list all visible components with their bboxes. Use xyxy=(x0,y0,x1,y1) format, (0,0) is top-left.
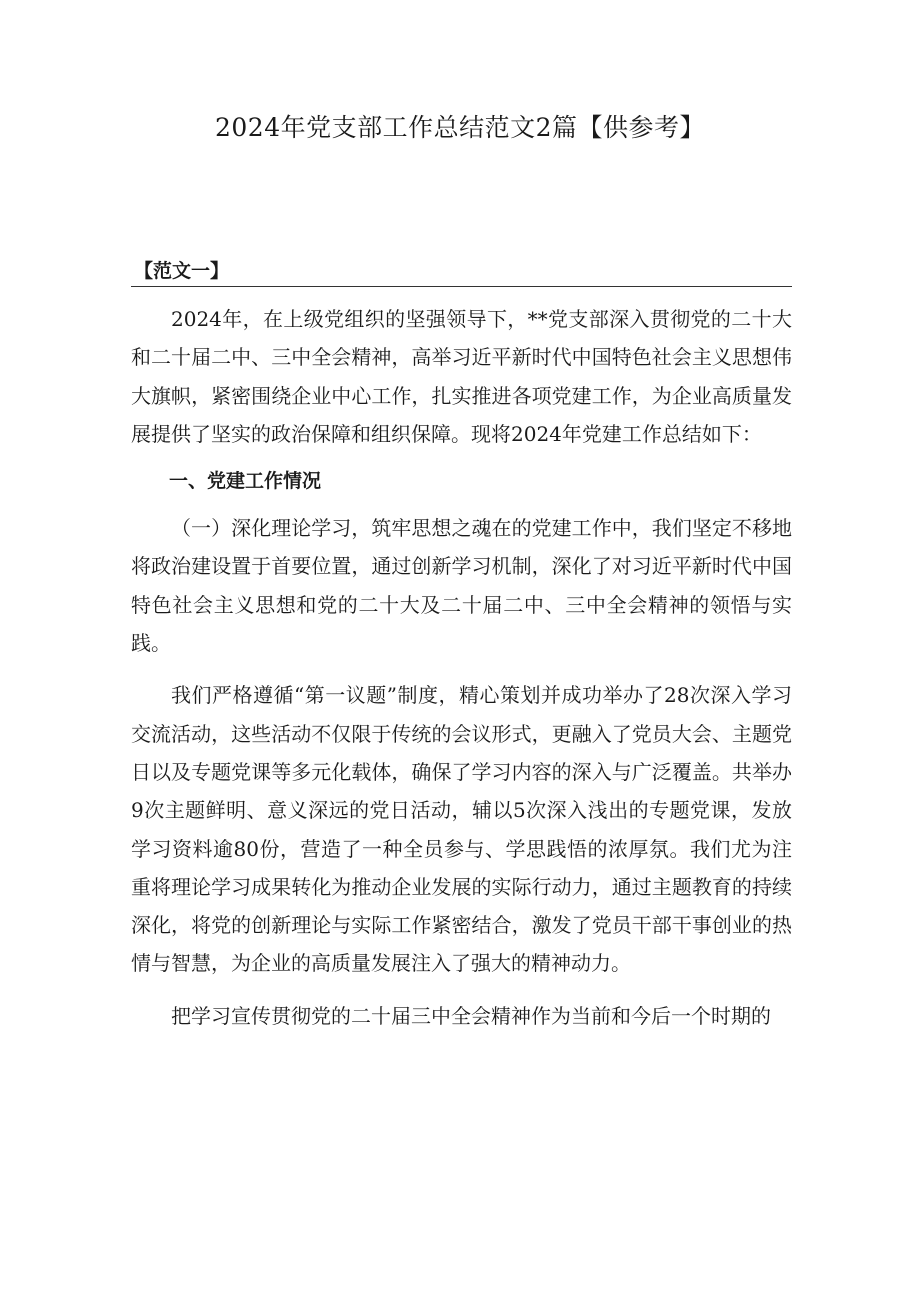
document-body xyxy=(131,300,792,1035)
section-heading: 一、党建工作情况 xyxy=(169,470,322,493)
section-label: 【范文一】 xyxy=(134,260,230,282)
closing-paragraph: 把学习宣传贯彻党的二十届三中全会精神作为当前和今后一个时期的 xyxy=(171,1003,771,1028)
intro-paragraph: 2024年，在上级党组织的坚强领导下，**党支部深入贯彻党的二十大和二十届二中、三中全会精神，高举习近平新时代中国特色社会主义思想伟大旗帜，紧密围绕企业中心工作，扎实推进各项党建工作，为企业高质量发展提供了坚实的政治保障和组织保障。现将2024年党建工作总结如下： xyxy=(131,307,792,446)
section-divider xyxy=(131,286,792,287)
subsection-paragraph: （一）深化理论学习，筑牢思想之魂在的党建工作中，我们坚定不移地将政治建设置于首要位置，通过创新学习机制，深化了对习近平新时代中国特色社会主义思想和党的二十大及二十届二中、三中全会精神的领悟与实践。 xyxy=(131,516,792,656)
document-title: 2024年党支部工作总结范文2篇【供参考】 xyxy=(214,113,706,142)
study-paragraph: 我们严格遵循“第一议题”制度，精心策划并成功举办了28次深入学习交流活动，这些活动不仅限于传统的会议形式，更融入了党员大会、主题党日以及专题党课等多元化载体，确保了学习内容的深入与广泛覆盖。共举办9次主题鲜明、意义深远的党日活动，辅以5次深入浅出的专题党课，发放学习资料逾80份，营造了一种全员参与、学思践悟的浓厚氛。我们尤为注重将理论学习成果转化为推动企业发展的实际行动力，通过主题教育的持续深化，将党的创新理论与实际工作紧密结合，激发了党员干部干事创业的热情与智慧，为企业的高质量发展注入了强大的精神动力。 xyxy=(131,683,792,976)
